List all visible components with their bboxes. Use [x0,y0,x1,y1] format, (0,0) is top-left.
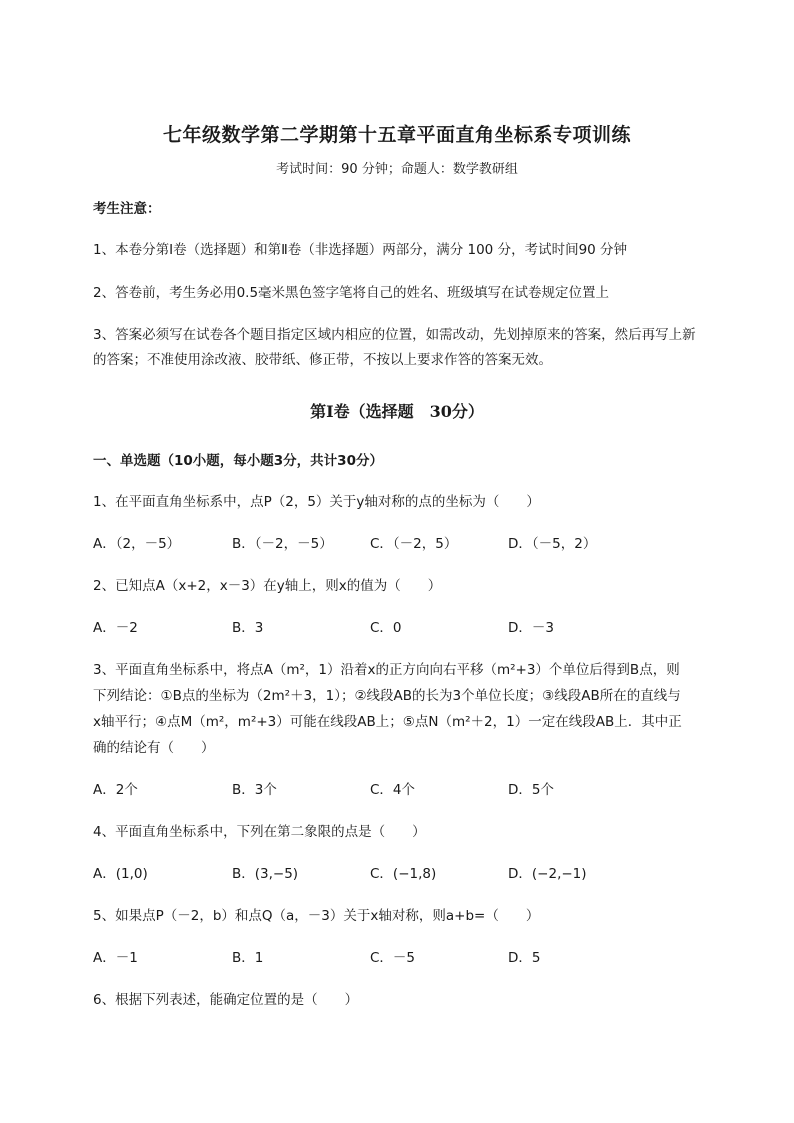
exam-subtitle: 考试时间：90 分钟；命题人：数学教研组 [276,162,518,177]
section-title: 第Ⅰ卷（选择题 30分） [310,402,484,421]
question-3-option-d[interactable]: D．5个 [508,782,554,798]
question-1-option-c[interactable]: C．（－2，5） [370,536,458,552]
notice-item-2: 2、答卷前，考生务必用0.5毫米黑色签字笔将自己的姓名、班级填写在试卷规定位置上 [93,285,610,301]
question-1-options [93,532,713,556]
notice-item-3: 3、答案必须写在试卷各个题目指定区域内相应的位置，如需改动，先划掉原来的答案，然后再写上新 [93,327,696,343]
question-5-option-b[interactable]: B．1 [232,950,264,966]
question-3-option-a[interactable]: A．2个 [93,782,138,798]
question-1-option-d[interactable]: D．（－5，2） [508,536,597,552]
question-4-options [93,862,713,886]
question-4-option-d[interactable]: D．(−2,−1) [508,866,587,882]
question-2-options [93,616,713,640]
question-1-option-a[interactable]: A．（2，－5） [93,536,181,552]
question-3-stem-line-2: 下列结论：①B点的坐标为（2m²＋3，1）；②线段AB的长为3个单位长度；③线段AB所在的直线与 [93,688,681,704]
question-2-option-d[interactable]: D．－3 [508,620,554,636]
question-3-option-c[interactable]: C．4个 [370,782,416,798]
part-heading: 一、单选题（10小题，每小题3分，共计30分） [93,453,383,469]
question-5-option-c[interactable]: C．－5 [370,950,416,966]
question-5-stem: 5、如果点P（－2，b）和点Q（a，－3）关于x轴对称，则a+b=（ ） [93,908,540,924]
question-3-stem-line-3: x轴平行；④点M（m²，m²+3）可能在线段AB上；⑤点N（m²＋2，1）一定在线段AB上．其中正 [93,714,682,730]
question-3-stem-line-1: 3、平面直角坐标系中，将点A（m²，1）沿着x的正方向向右平移（m²+3）个单位后得到B点，则 [93,662,680,678]
question-3-options [93,778,713,802]
notice-heading: 考生注意： [93,201,161,217]
question-4-option-b[interactable]: B．(3,−5) [232,866,299,882]
question-4-stem: 4、平面直角坐标系中，下列在第二象限的点是（ ） [93,824,426,840]
notice-item-3-cont: 的答案；不准使用涂改液、胶带纸、修正带，不按以上要求作答的答案无效。 [93,352,552,368]
question-4-option-a[interactable]: A．(1,0) [93,866,148,882]
question-3-stem-line-4: 确的结论有（ ） [93,740,215,756]
question-5-option-a[interactable]: A．－1 [93,950,138,966]
question-1-stem: 1、在平面直角坐标系中，点P（2，5）关于y轴对称的点的坐标为（ ） [93,494,540,510]
question-2-option-a[interactable]: A．－2 [93,620,138,636]
question-1-option-b[interactable]: B．（－2，－5） [232,536,333,552]
question-4-option-c[interactable]: C．(−1,8) [370,866,437,882]
question-5-option-d[interactable]: D．5 [508,950,541,966]
exam-title: 七年级数学第二学期第十五章平面直角坐标系专项训练 [162,124,631,146]
question-2-stem: 2、已知点A（x+2，x－3）在y轴上，则x的值为（ ） [93,578,442,594]
question-5-options [93,946,713,970]
question-2-option-c[interactable]: C．0 [370,620,402,636]
notice-item-1: 1、本卷分第Ⅰ卷（选择题）和第Ⅱ卷（非选择题）两部分，满分 100 分，考试时间90 分钟 [93,242,628,258]
question-3-option-b[interactable]: B．3个 [232,782,277,798]
question-6-stem: 6、根据下列表述，能确定位置的是（ ） [93,992,359,1008]
question-2-option-b[interactable]: B．3 [232,620,264,636]
